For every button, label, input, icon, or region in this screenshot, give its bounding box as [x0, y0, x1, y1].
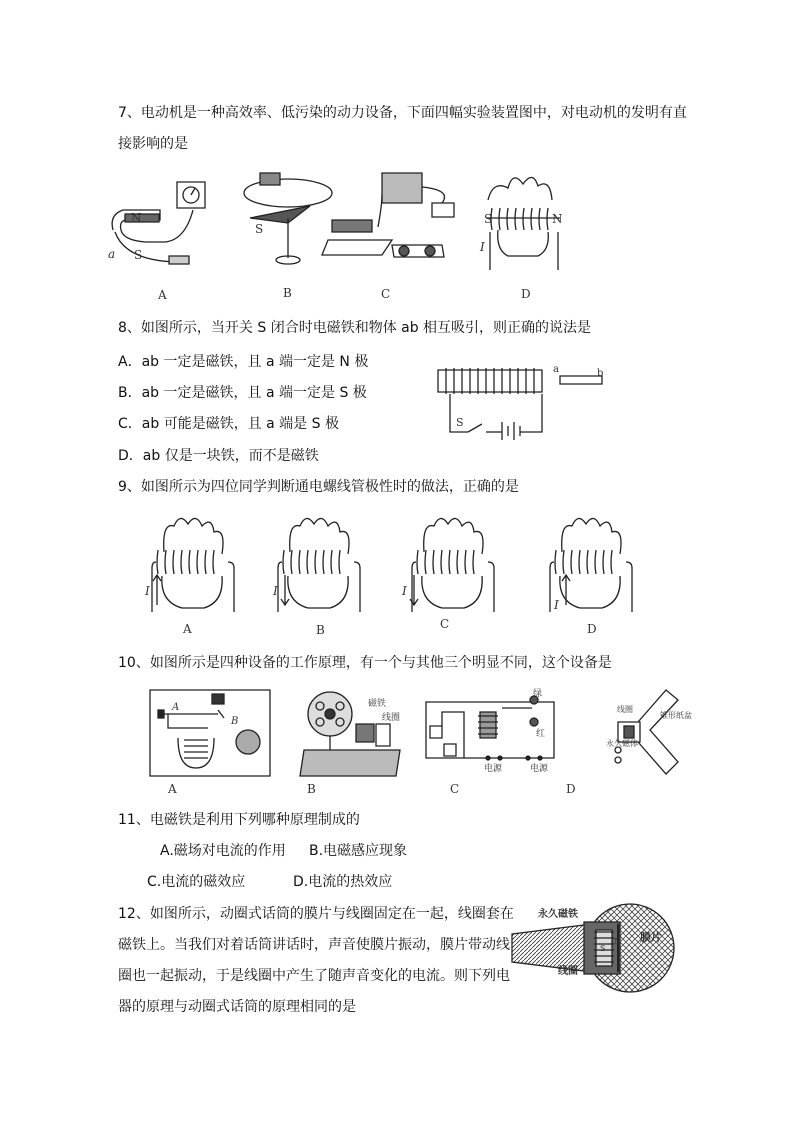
q9-current-a: I	[145, 584, 150, 598]
q7-stem-line1: 7、电动机是一种高效率、低污染的动力设备，下面四幅实验装置图中，对电动机的发明有直	[118, 105, 687, 121]
q9-current-d: I	[554, 598, 559, 612]
q12-line4: 器的原理与动圈式话筒的原理相同的是	[118, 999, 356, 1015]
q8-option-d: D．ab 仅是一块铁，而不是磁铁	[118, 448, 319, 464]
q9-current-b: I	[273, 584, 278, 598]
q12-fig-magnet: 永久磁铁	[538, 909, 578, 920]
q10-stem: 10、如图所示是四种设备的工作原理，有一个与其他三个明显不同，这个设备是	[118, 655, 612, 671]
q8-fig-s: S	[456, 416, 464, 429]
q10-label-b: B	[307, 782, 316, 796]
q8-stem: 8、如图所示，当开关 S 闭合时电磁铁和物体 ab 相互吸引，则正确的说法是	[118, 320, 592, 336]
q7-label-c: C	[381, 287, 391, 301]
q10-fig-c-green: 绿	[533, 689, 543, 699]
q7-fig-a-n: N	[131, 211, 142, 225]
q9-current-c: I	[402, 584, 407, 598]
q12-line2: 磁铁上。当我们对着话筒讲话时，声音使膜片振动，膜片带动线	[118, 937, 510, 953]
q7-stem-line2: 接影响的是	[118, 136, 188, 152]
q12-fig-coil: 线圈	[558, 966, 578, 977]
q7-fig-a-s: S	[134, 248, 143, 262]
q8-fig-b: b	[597, 368, 604, 379]
q10-fig-d-coil: 线圈	[617, 705, 633, 714]
q10-fig-d-magnet: 永久磁体	[606, 739, 638, 748]
q8-fig-a: a	[553, 364, 559, 375]
q10-fig-b-magnet: 磁铁	[368, 699, 387, 709]
q10-label-d: D	[566, 782, 576, 796]
q8-option-b: B．ab 一定是磁铁，且 a 端一定是 S 极	[118, 385, 367, 401]
q10-figure-b	[300, 690, 405, 780]
q12-fig-diaphragm: 膜片	[640, 931, 662, 944]
q10-label-a: A	[168, 782, 177, 796]
q10-label-c: C	[450, 782, 460, 796]
q8-option-a: A．ab 一定是磁铁，且 a 端一定是 N 极	[118, 354, 369, 370]
q9-label-a: A	[183, 622, 192, 636]
q10-fig-c-power1: 电源	[484, 764, 503, 774]
q10-fig-d-cone: 锥形纸盆	[660, 711, 692, 720]
q7-fig-b-s: S	[255, 222, 264, 236]
q11-stem: 11、电磁铁是利用下列哪种原理制成的	[118, 812, 360, 828]
q10-fig-c-red: 红	[536, 729, 546, 739]
q8-option-c: C．ab 可能是磁铁，且 a 端是 S 极	[118, 416, 339, 432]
q10-fig-a-a: A	[172, 702, 180, 713]
q7-label-b: B	[283, 286, 292, 300]
q12-fig-n: N	[614, 937, 621, 946]
q12-line3: 圈也一起振动，于是线圈中产生了随声音变化的电流。则下列电	[118, 968, 510, 984]
q11-option-c: C.电流的磁效应	[147, 874, 246, 890]
q7-fig-d-n: N	[552, 212, 563, 226]
q10-fig-b-coil: 线圈	[382, 713, 401, 723]
q11-option-d: D.电流的热效应	[293, 874, 393, 890]
q7-fig-d-i: I	[480, 240, 485, 254]
q12-line1: 12、如图所示，动圈式话筒的膜片与线圈固定在一起，线圈套在	[118, 906, 514, 922]
q7-fig-a-end: a	[108, 247, 116, 261]
q10-figure-d	[604, 686, 684, 780]
q12-fig-s: S	[600, 944, 606, 953]
q10-fig-c-power2: 电源	[530, 764, 549, 774]
q7-label-a: A	[158, 288, 167, 302]
q10-fig-a-b: B	[231, 716, 239, 727]
q9-label-d: D	[587, 622, 597, 636]
q9-label-c: C	[440, 617, 450, 631]
q10-figure-a	[148, 688, 273, 778]
q7-label-d: D	[521, 287, 531, 301]
q9-stem: 9、如图所示为四位同学判断通电螺线管极性时的做法，正确的是	[118, 479, 519, 495]
q9-label-b: B	[316, 623, 325, 637]
q11-option-a: A.磁场对电流的作用	[160, 843, 286, 859]
q11-option-b: B.电磁感应现象	[309, 843, 408, 859]
q7-fig-d-s: S	[484, 212, 493, 226]
